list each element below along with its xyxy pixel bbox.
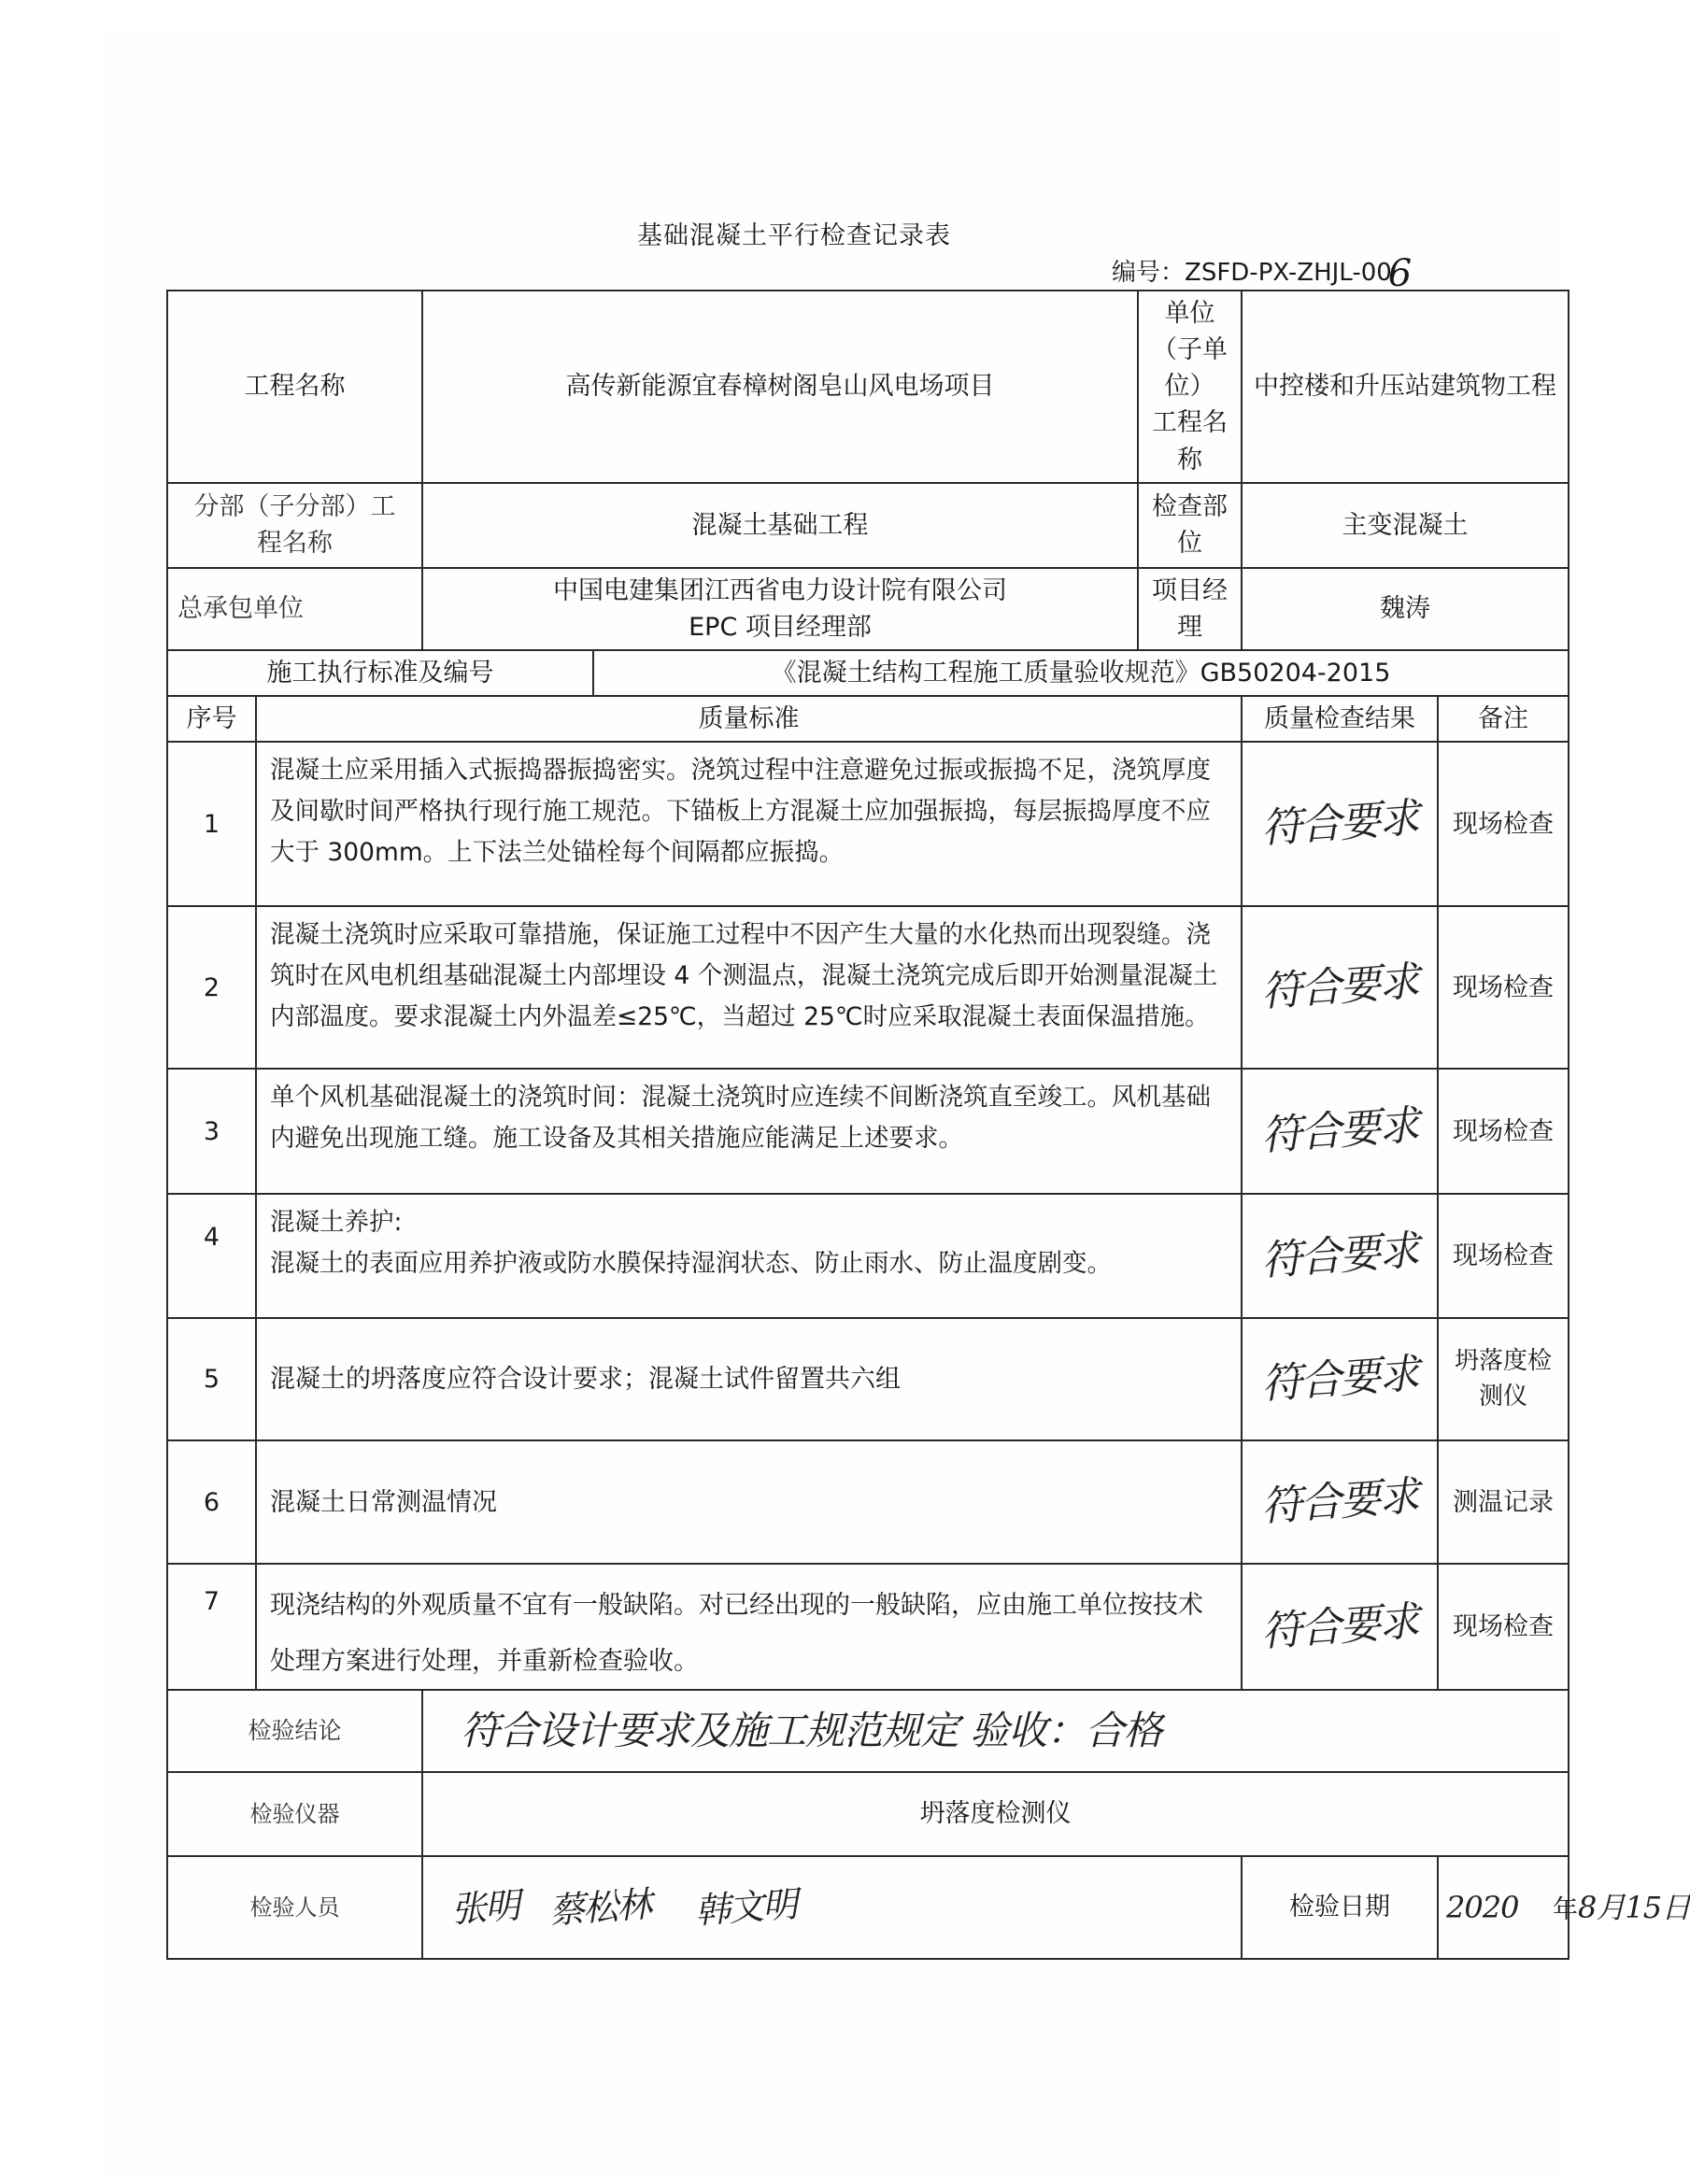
item-standard-text: 混凝土的坍落度应符合设计要求；混凝土试件留置共六组	[256, 1318, 1242, 1440]
number-handwritten-suffix: 6	[1387, 252, 1413, 295]
column-header-seq: 序号	[167, 696, 256, 742]
contractor-line-2: EPC 项目经理部	[689, 612, 872, 642]
inspectors-label: 检验人员	[167, 1856, 422, 1959]
division-name: 混凝土基础工程	[422, 483, 1138, 568]
item-result	[1242, 1564, 1438, 1690]
contractor-label: 总承包单位	[167, 568, 422, 650]
column-header-standard: 质量标准	[256, 696, 1242, 742]
document-title: 基础混凝土平行检查记录表	[637, 221, 951, 250]
item-seq: 1	[167, 742, 256, 906]
date-month-day: 8月15日	[1578, 1889, 1690, 1925]
inspection-date-label: 检验日期	[1242, 1856, 1438, 1959]
handwritten-result: 符合要求	[1259, 1350, 1420, 1409]
unit-name: 中控楼和升压站建筑物工程	[1242, 291, 1569, 483]
instrument-label: 检验仪器	[167, 1772, 422, 1856]
item-row	[167, 1318, 1569, 1440]
inspection-part-label: 检查部位	[1138, 483, 1242, 568]
row-inspectors	[167, 1856, 1569, 1959]
item-result	[1242, 1069, 1438, 1194]
instrument-value: 坍落度检测仪	[422, 1772, 1569, 1856]
item-row	[167, 1194, 1569, 1318]
item-remark: 测温记录	[1438, 1440, 1569, 1564]
item-standard-text: 现浇结构的外观质量不宜有一般缺陷。对已经出现的一般缺陷，应由施工单位按技术处理方案进行处理，并重新检查验收。	[256, 1564, 1242, 1690]
manager-label: 项目经理	[1138, 568, 1242, 650]
item-seq: 5	[167, 1318, 256, 1440]
number-label: 编号：	[1112, 259, 1186, 287]
inspectors-names-cell	[422, 1856, 1242, 1959]
project-name-label: 工程名称	[167, 291, 422, 483]
row-column-headers	[167, 696, 1569, 742]
item-result	[1242, 906, 1438, 1069]
item-result	[1242, 1440, 1438, 1564]
column-header-result: 质量检查结果	[1242, 696, 1438, 742]
contractor-name	[422, 568, 1138, 650]
item-seq: 7	[167, 1564, 256, 1690]
date-year-suffix: 年	[1553, 1894, 1579, 1924]
row-project	[167, 291, 1569, 483]
inspection-form-table	[166, 290, 1690, 1960]
item-row	[167, 742, 1569, 906]
date-year: 2020	[1446, 1889, 1519, 1925]
manager-name: 魏涛	[1242, 568, 1569, 650]
row-instrument	[167, 1772, 1569, 1856]
handwritten-result: 符合要求	[1259, 1596, 1420, 1656]
project-name: 高传新能源宜春樟树阁皂山风电场项目	[422, 291, 1138, 483]
row-division	[167, 483, 1569, 568]
row-standard	[167, 650, 1569, 696]
item-seq: 3	[167, 1069, 256, 1194]
item-remark: 现场检查	[1438, 1069, 1569, 1194]
item-seq: 4	[167, 1194, 256, 1318]
item-remark: 现场检查	[1438, 742, 1569, 906]
item-remark: 现场检查	[1438, 1564, 1569, 1690]
handwritten-result: 符合要求	[1259, 1472, 1420, 1532]
item-seq: 2	[167, 906, 256, 1069]
item-row	[167, 1069, 1569, 1194]
item-standard-text: 混凝土应采用插入式振捣器振捣密实。浇筑过程中注意避免过振或振捣不足，浇筑厚度及间歇时间严格执行现行施工规范。下锚板上方混凝土应加强振捣，每层振捣厚度不应大于 300mm。上下法兰处锚栓每个间隔都应振捣。	[256, 742, 1242, 906]
standard-value: 《混凝土结构工程施工质量验收规范》GB50204-2015	[593, 650, 1569, 696]
document-number	[1112, 247, 1413, 295]
row-contractor	[167, 568, 1569, 650]
contractor-line-1: 中国电建集团江西省电力设计院有限公司	[553, 575, 1007, 605]
item-standard-text: 混凝土日常测温情况	[256, 1440, 1242, 1564]
conclusion-value-cell	[422, 1690, 1569, 1772]
item-remark: 现场检查	[1438, 906, 1569, 1069]
item-standard-text: 单个风机基础混凝土的浇筑时间：混凝土浇筑时应连续不间断浇筑直至竣工。风机基础内避免出现施工缝。施工设备及其相关措施应能满足上述要求。	[256, 1069, 1242, 1194]
inspection-date-cell	[1438, 1856, 1690, 1959]
item-standard-text: 混凝土浇筑时应采取可靠措施，保证施工过程中不因产生大量的水化热而出现裂缝。浇筑时在风电机组基础混凝土内部埋设 4 个测温点，混凝土浇筑完成后即开始测量混凝土内部温度。要求混凝土内外温差≤25℃，当超过 25℃时应采取混凝土表面保温措施。	[256, 906, 1242, 1069]
item-result	[1242, 742, 1438, 906]
division-label: 分部（子分部）工 程名称	[167, 483, 422, 568]
item-result	[1242, 1318, 1438, 1440]
item-remark: 现场检查	[1438, 1194, 1569, 1318]
item-standard-text: 混凝土养护: 混凝土的表面应用养护液或防水膜保持湿润状态、防止雨水、防止温度剧变。	[256, 1194, 1242, 1318]
standard-label: 施工执行标准及编号	[167, 650, 593, 696]
item-row	[167, 906, 1569, 1069]
unit-name-label: 单位（子单位） 工程名称	[1138, 291, 1242, 483]
handwritten-result: 符合要求	[1259, 1227, 1420, 1285]
item-remark: 坍落度检测仪	[1438, 1318, 1569, 1440]
item-row	[167, 1564, 1569, 1690]
item-result	[1242, 1194, 1438, 1318]
handwritten-conclusion: 符合设计要求及施工规范规定 验收：合格	[461, 1707, 1162, 1753]
item-row	[167, 1440, 1569, 1564]
inspector-signature: 张明	[449, 1884, 520, 1930]
column-header-remark: 备注	[1438, 696, 1569, 742]
number-value: ZSFD-PX-ZHJL-00	[1185, 259, 1392, 287]
item-seq: 6	[167, 1440, 256, 1564]
inspector-signature: 韩文明	[693, 1882, 798, 1932]
handwritten-result: 符合要求	[1259, 957, 1420, 1017]
handwritten-result: 符合要求	[1259, 794, 1420, 854]
inspector-signature: 蔡松林	[547, 1882, 651, 1932]
handwritten-result: 符合要求	[1259, 1101, 1420, 1161]
row-conclusion	[167, 1690, 1569, 1772]
conclusion-label: 检验结论	[167, 1690, 422, 1772]
inspection-part: 主变混凝土	[1242, 483, 1569, 568]
